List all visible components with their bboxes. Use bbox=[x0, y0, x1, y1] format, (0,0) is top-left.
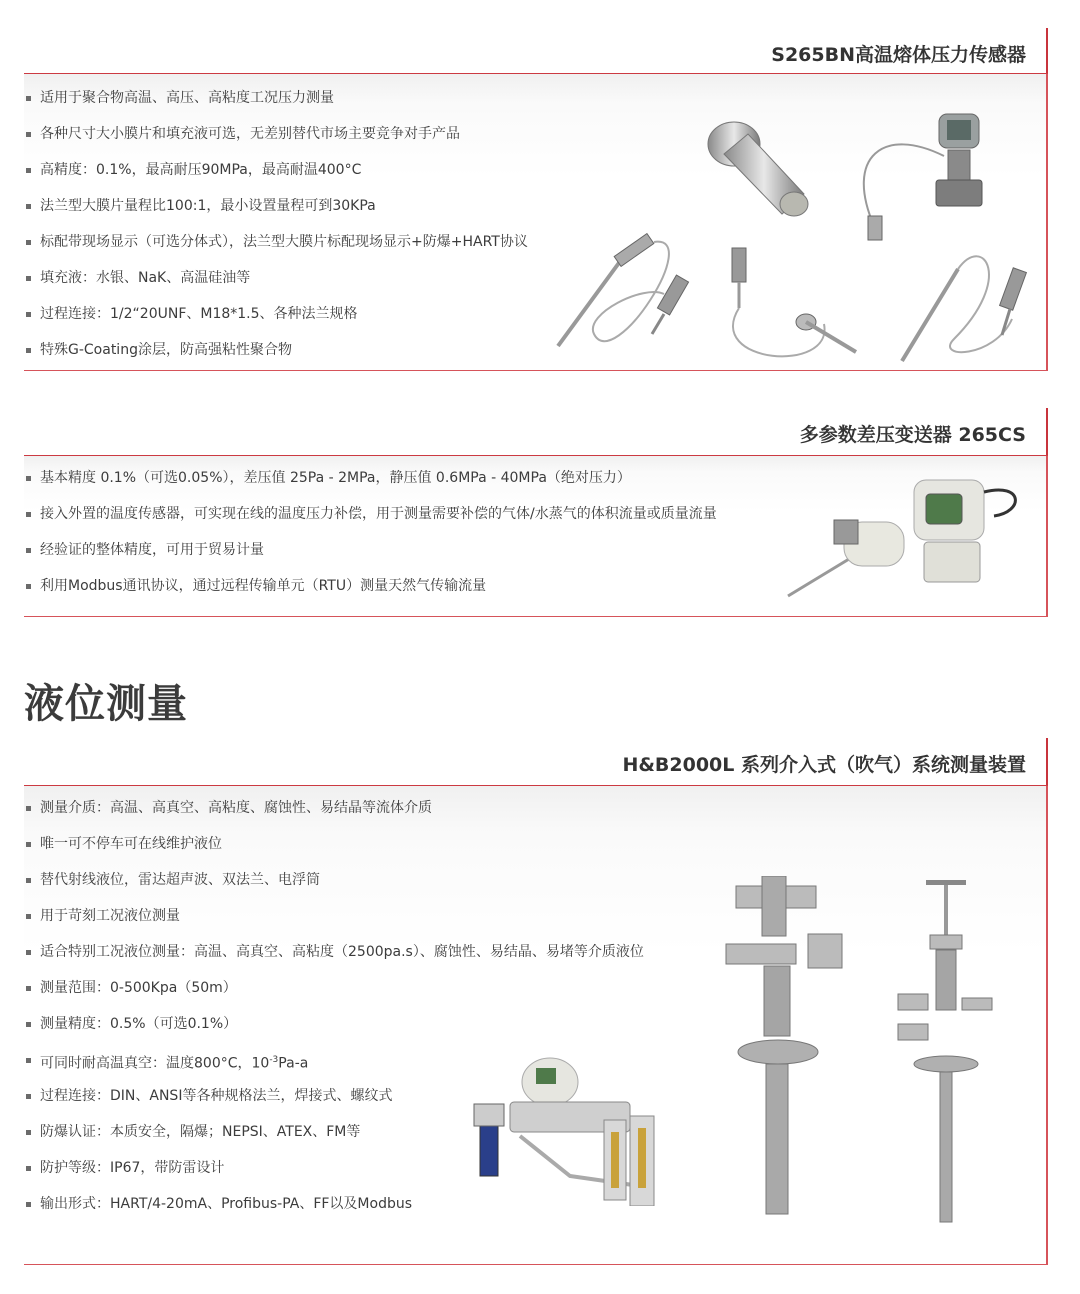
product-title: 多参数差压变送器 265CS bbox=[24, 408, 1048, 456]
product-section-hb2000l bbox=[24, 738, 1048, 1266]
feature-item: 标配带现场显示（可选分体式），法兰型大膜片标配现场显示+防爆+HART协议 bbox=[24, 224, 528, 260]
feature-item: 测量精度：0.5%（可选0.1%） bbox=[24, 1006, 644, 1042]
flexible-capillary-sensor-image bbox=[714, 244, 864, 374]
feature-item: 过程连接：1/2“20UNF、M18*1.5、各种法兰规格 bbox=[24, 296, 528, 332]
feature-item: 法兰型大膜片量程比100:1，最小设置量程可到30KPa bbox=[24, 188, 528, 224]
flange-pressure-sensor-image bbox=[704, 114, 814, 224]
feature-item: 填充液：水银、NaK、高温硅油等 bbox=[24, 260, 528, 296]
feature-list bbox=[24, 460, 717, 604]
category-heading: 液位测量 bbox=[24, 681, 188, 727]
feature-item: 利用Modbus通讯协议，通过远程传输单元（RTU）测量天然气传输流量 bbox=[24, 568, 717, 604]
feature-item: 适用于聚合物高温、高压、高粘度工况压力测量 bbox=[24, 80, 528, 116]
product-section-s265bn bbox=[24, 28, 1048, 372]
product-body bbox=[24, 786, 1048, 1265]
purge-system-panel-image bbox=[450, 1056, 670, 1206]
feature-item: 适合特别工况液位测量：高温、高真空、高粘度（2500pa.s）、腐蚀性、易结晶、易堵等介质液位 bbox=[24, 934, 644, 970]
feature-item: 特殊G-Coating涂层，防高强粘性聚合物 bbox=[24, 332, 528, 368]
feature-item: 测量介质：高温、高真空、高粘度、腐蚀性、易结晶等流体介质 bbox=[24, 790, 644, 826]
feature-item: 基本精度 0.1%（可选0.05%），差压值 25Pa - 2MPa，静压值 0.6MPa - 40MPa（绝对压力） bbox=[24, 460, 717, 496]
feature-item: 各种尺寸大小膜片和填充液可选，无差别替代市场主要竞争对手产品 bbox=[24, 116, 528, 152]
feature-item: 高精度：0.1%，最高耐压90MPa，最高耐温400°C bbox=[24, 152, 528, 188]
feature-item: 测量范围：0-500Kpa（50m） bbox=[24, 970, 644, 1006]
feature-item: 经验证的整体精度，可用于贸易计量 bbox=[24, 532, 717, 568]
product-section-265cs bbox=[24, 408, 1048, 618]
feature-item: 防护等级：IP67，带防雷设计 bbox=[24, 1150, 644, 1186]
product-title: H&B2000L 系列介入式（吹气）系统测量装置 bbox=[24, 738, 1048, 786]
feature-item: 输出形式：HART/4-20mA、Profibus-PA、FF以及Modbus bbox=[24, 1186, 644, 1222]
feature-item: 替代射线液位，雷达超声波、双法兰、电浮筒 bbox=[24, 862, 644, 898]
rigid-stem-sensor-image bbox=[894, 239, 1044, 369]
feature-item: 唯一可不停车可在线维护液位 bbox=[24, 826, 644, 862]
t-handle-probe-image bbox=[894, 880, 1004, 1225]
feature-item: 接入外置的温度传感器，可实现在线的温度压力补偿，用于测量需要补偿的气体/水蒸气的体积流量或质量流量 bbox=[24, 496, 717, 532]
feature-item: 防爆认证：本质安全，隔爆；NEPSI、ATEX、FM等 bbox=[24, 1114, 644, 1150]
multivariable-transmitter-image bbox=[784, 472, 1024, 600]
feature-list bbox=[24, 80, 528, 368]
feature-item: 过程连接：DIN、ANSI等各种规格法兰，焊接式、螺纹式 bbox=[24, 1078, 644, 1114]
product-body bbox=[24, 456, 1048, 617]
remote-seal-transmitter-image bbox=[844, 106, 994, 246]
product-title: S265BN高温熔体压力传感器 bbox=[24, 28, 1048, 74]
product-body bbox=[24, 74, 1048, 371]
feature-item: 可同时耐高温真空：温度800°C，$10^{-3}Pa-a$ bbox=[24, 1042, 644, 1078]
melt-pressure-sensor-image bbox=[554, 224, 704, 354]
bubbler-level-assembly-image bbox=[724, 876, 864, 1221]
feature-item: 用于苛刻工况液位测量 bbox=[24, 898, 644, 934]
